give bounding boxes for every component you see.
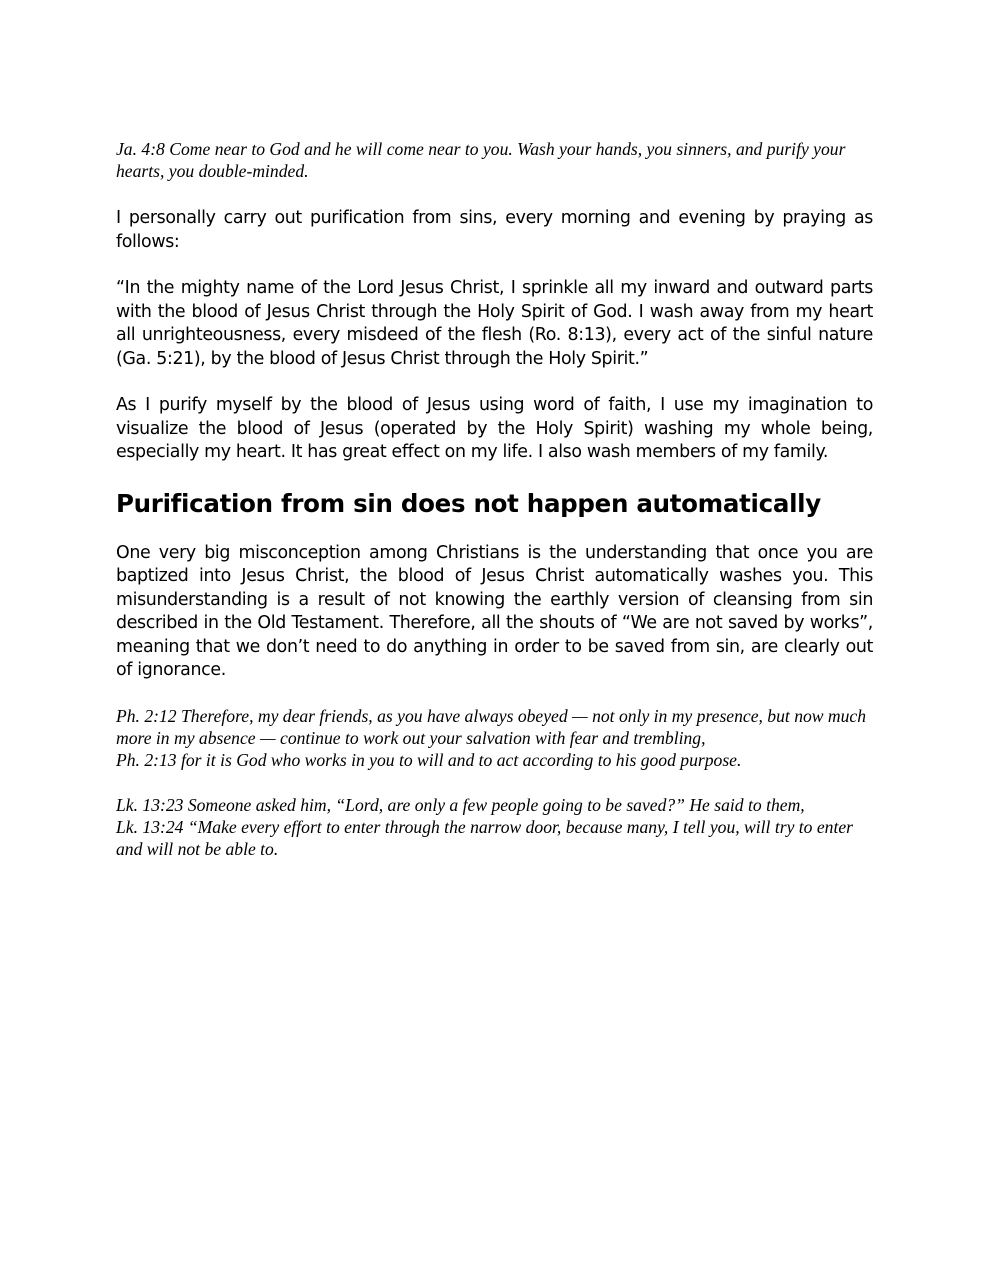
verse-philippians-2-12: Ph. 2:12 Therefore, my dear friends, as you have always obeyed — not only in my presence, but now much more in my absence — continue to work out your salvation with fear and trembling, <box>116 705 867 748</box>
paragraph-imagination: As I purify myself by the blood of Jesus using word of faith, I use my imagination to visualize the blood of Jesus (operated by the Holy Spirit) washing my whole being, especially my heart. It has great effect on my life. I also wash members of my family. <box>116 395 873 462</box>
verses-luke <box>116 794 873 860</box>
document-page <box>116 138 873 860</box>
paragraph-misconception: One very big misconception among Christians is the understanding that once you are baptized into Jesus Christ, the blood of Jesus Christ automatically washes you. This misunderstanding is a result of not knowing the earthly version of cleansing from sin described in the Old Testament. Therefore, all the shouts of “We are not saved by works”, meaning that we don’t need to do anything in order to be saved from sin, are clearly out of ignorance. <box>116 542 873 680</box>
verse-philippians-2-13: Ph. 2:13 for it is God who works in you to will and to act according to his good purpose. <box>116 749 742 770</box>
verse-james-4-8: Ja. 4:8 Come near to God and he will come near to you. Wash your hands, you sinners, and purify your hearts, you double-minded. <box>116 139 846 181</box>
paragraph-personal-purification: I personally carry out purification from sins, every morning and evening by praying as follows: <box>116 208 873 252</box>
verses-philippians <box>116 705 873 771</box>
section-heading: Purification from sin does not happen automatically <box>116 488 821 518</box>
paragraph-prayer: “In the mighty name of the Lord Jesus Christ, I sprinkle all my inward and outward parts with the blood of Jesus Christ through the Holy Spirit of God. I wash away from my heart all unrighteousness, every misdeed of the flesh (Ro. 8:13), every act of the sinful nature (Ga. 5:21), by the blood of Jesus Christ through the Holy Spirit.” <box>116 278 873 369</box>
verse-luke-13-23: Lk. 13:23 Someone asked him, “Lord, are only a few people going to be saved?” He said to them, <box>116 794 805 815</box>
verse-luke-13-24: Lk. 13:24 “Make every effort to enter through the narrow door, because many, I tell you, will try to enter and will not be able to. <box>116 816 854 859</box>
